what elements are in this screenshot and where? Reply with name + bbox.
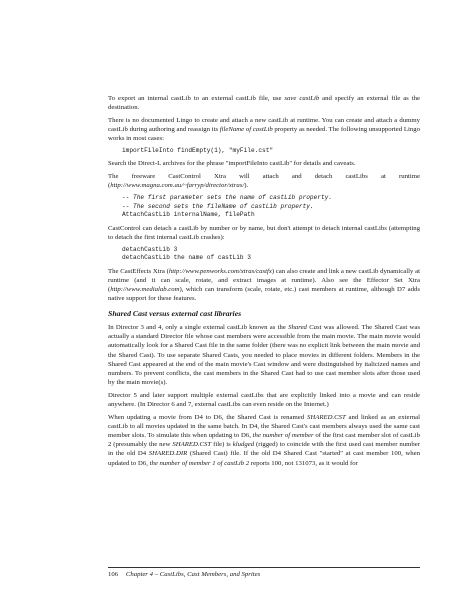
chapter-title: Chapter 4 – CastLibs, Cast Members, and Sprites xyxy=(125,571,261,578)
term-shared-cast: Shared Cast xyxy=(288,324,322,332)
text-column xyxy=(108,94,420,471)
term-number-of-member-1: the number of member 1 of castLib 2 xyxy=(149,459,250,467)
code-comment-line: -- The second sets the fileName of castLib property. xyxy=(122,202,314,210)
page-number: 106 xyxy=(108,571,119,578)
section-heading: Shared Cast versus external cast libraries xyxy=(108,309,242,319)
paragraph-detach-castlib: CastControl can detach a castLib by number or by name, but don't attempt to detach internal castLibs (attempting to detach the first internal castLib crashes): xyxy=(108,224,420,241)
term-save-castlib: save castLib xyxy=(284,95,320,102)
paragraph-updating-d4-d6: When updating a movie from D4 to D6, the Shared Cast is renamed SHARED.CST and linked as an external castLib to all movies updated in the same batch. In D4, the Shared Cast's cast members always used the same cast member slots. To simulate this when updating to D6, the number of member of the first cast member slot of castLib 2 (presumably the new SHARED.CST file) is kludged (rigged) to coincide with the first used cast member number in the old D4 SHARED.DIR (Shared Cast) file. If the old D4 Shared Cast "started" at cast member 100, when updated to D6, the number of member 1 of castLib 2 reports 100, not 131073, as it would for xyxy=(108,413,421,467)
paragraph-shared-cast-history: In Director 3 and 4, only a single external castLib known as the Shared Cast was allowed. The Shared Cast was actually a standard Director file whose cast members were accessible from the main movie. The main movie would automatically look for a Shared Cast file in the same folder (there was no explicit link between the main movie and the Shared Cast). To use separate Shared Casts, you needed to place movies in different folders. Members in the Shared Cast appeared at the end of the main movie's Cast window and were distinguished by italicized names and numbers. To prevent conflicts, the cast members in the Shared Cast had to use cast member slots after those used by the main movie(s). xyxy=(108,324,420,387)
term-number-of-member: the number of member xyxy=(252,432,314,440)
code-line: AttachCastLib internalName, filePath xyxy=(122,211,255,219)
link-medialab-url[interactable]: http://www.medialab.com xyxy=(110,285,180,293)
term-shared-cst: SHARED.CST xyxy=(172,441,212,449)
link-castfx-url[interactable]: http://www.penworks.com/xtras/castfx xyxy=(168,267,272,275)
term-filename-of-castlib: fileName of castLib xyxy=(219,126,273,134)
code-line: detachCastLib the name of castLib 3 xyxy=(122,254,251,262)
term-kludged: kludged xyxy=(232,441,255,449)
paragraph-search-direct-l: Search the Direct-L archives for the phrase "importFileInto castLib" for details and caveats. xyxy=(108,160,356,168)
term-shared-dir: SHARED.DIR xyxy=(148,450,188,458)
code-comment-line: -- The first parameter sets the name of castLib property. xyxy=(122,193,333,201)
code-line: detachCastLib 3 xyxy=(122,245,178,253)
paragraph-castcontrol-xtra: The freeware CastControl Xtra will attach and detach castLibs at runtime (http://www.magna.com.au/~farryp/director/xtras/). xyxy=(108,173,420,190)
code-detach-castlib xyxy=(122,246,420,263)
code-import-file-into: importFileInto findEmpty(1), "myFile.cst" xyxy=(122,146,274,154)
paragraph-no-documented-lingo: There is no documented Lingo to create and attach a new castLib at runtime. You can create and attach a dummy castLib during authoring and reassign its fileName of castLib property as needed. The following unsupported Lingo works in most cases: xyxy=(108,116,421,143)
link-castcontrol-url[interactable]: http://www.magna.com.au/~farryp/director/xtras/ xyxy=(110,182,245,190)
term-shared-cst: SHARED.CST xyxy=(306,413,346,421)
code-attach-castlib xyxy=(122,194,420,220)
paragraph-director-5-castlibs: Director 5 and later support multiple external castLibs that are explicitly linked into a movie and can reside anywhere. (In Director 6 and 7, external castLibs can even reside on the Internet.) xyxy=(108,391,420,408)
paragraph-casteffects-xtra: The CastEffects Xtra (http://www.penworks.com/xtras/castfx) can also create and link a new castLib dynamically at runtime (and it can scale, rotate, and extract images at runtime). Also see the Effector Set Xtra (http://www.medialab.com), which can transform (scale, rotate, etc.) cast members at runtime, although D7 adds native support for these features. xyxy=(108,267,420,302)
page-footer xyxy=(108,567,420,579)
paragraph-export-castlib: To export an internal castLib to an external castLib file, use save castLib and specify an external file as the destination. xyxy=(108,95,420,112)
